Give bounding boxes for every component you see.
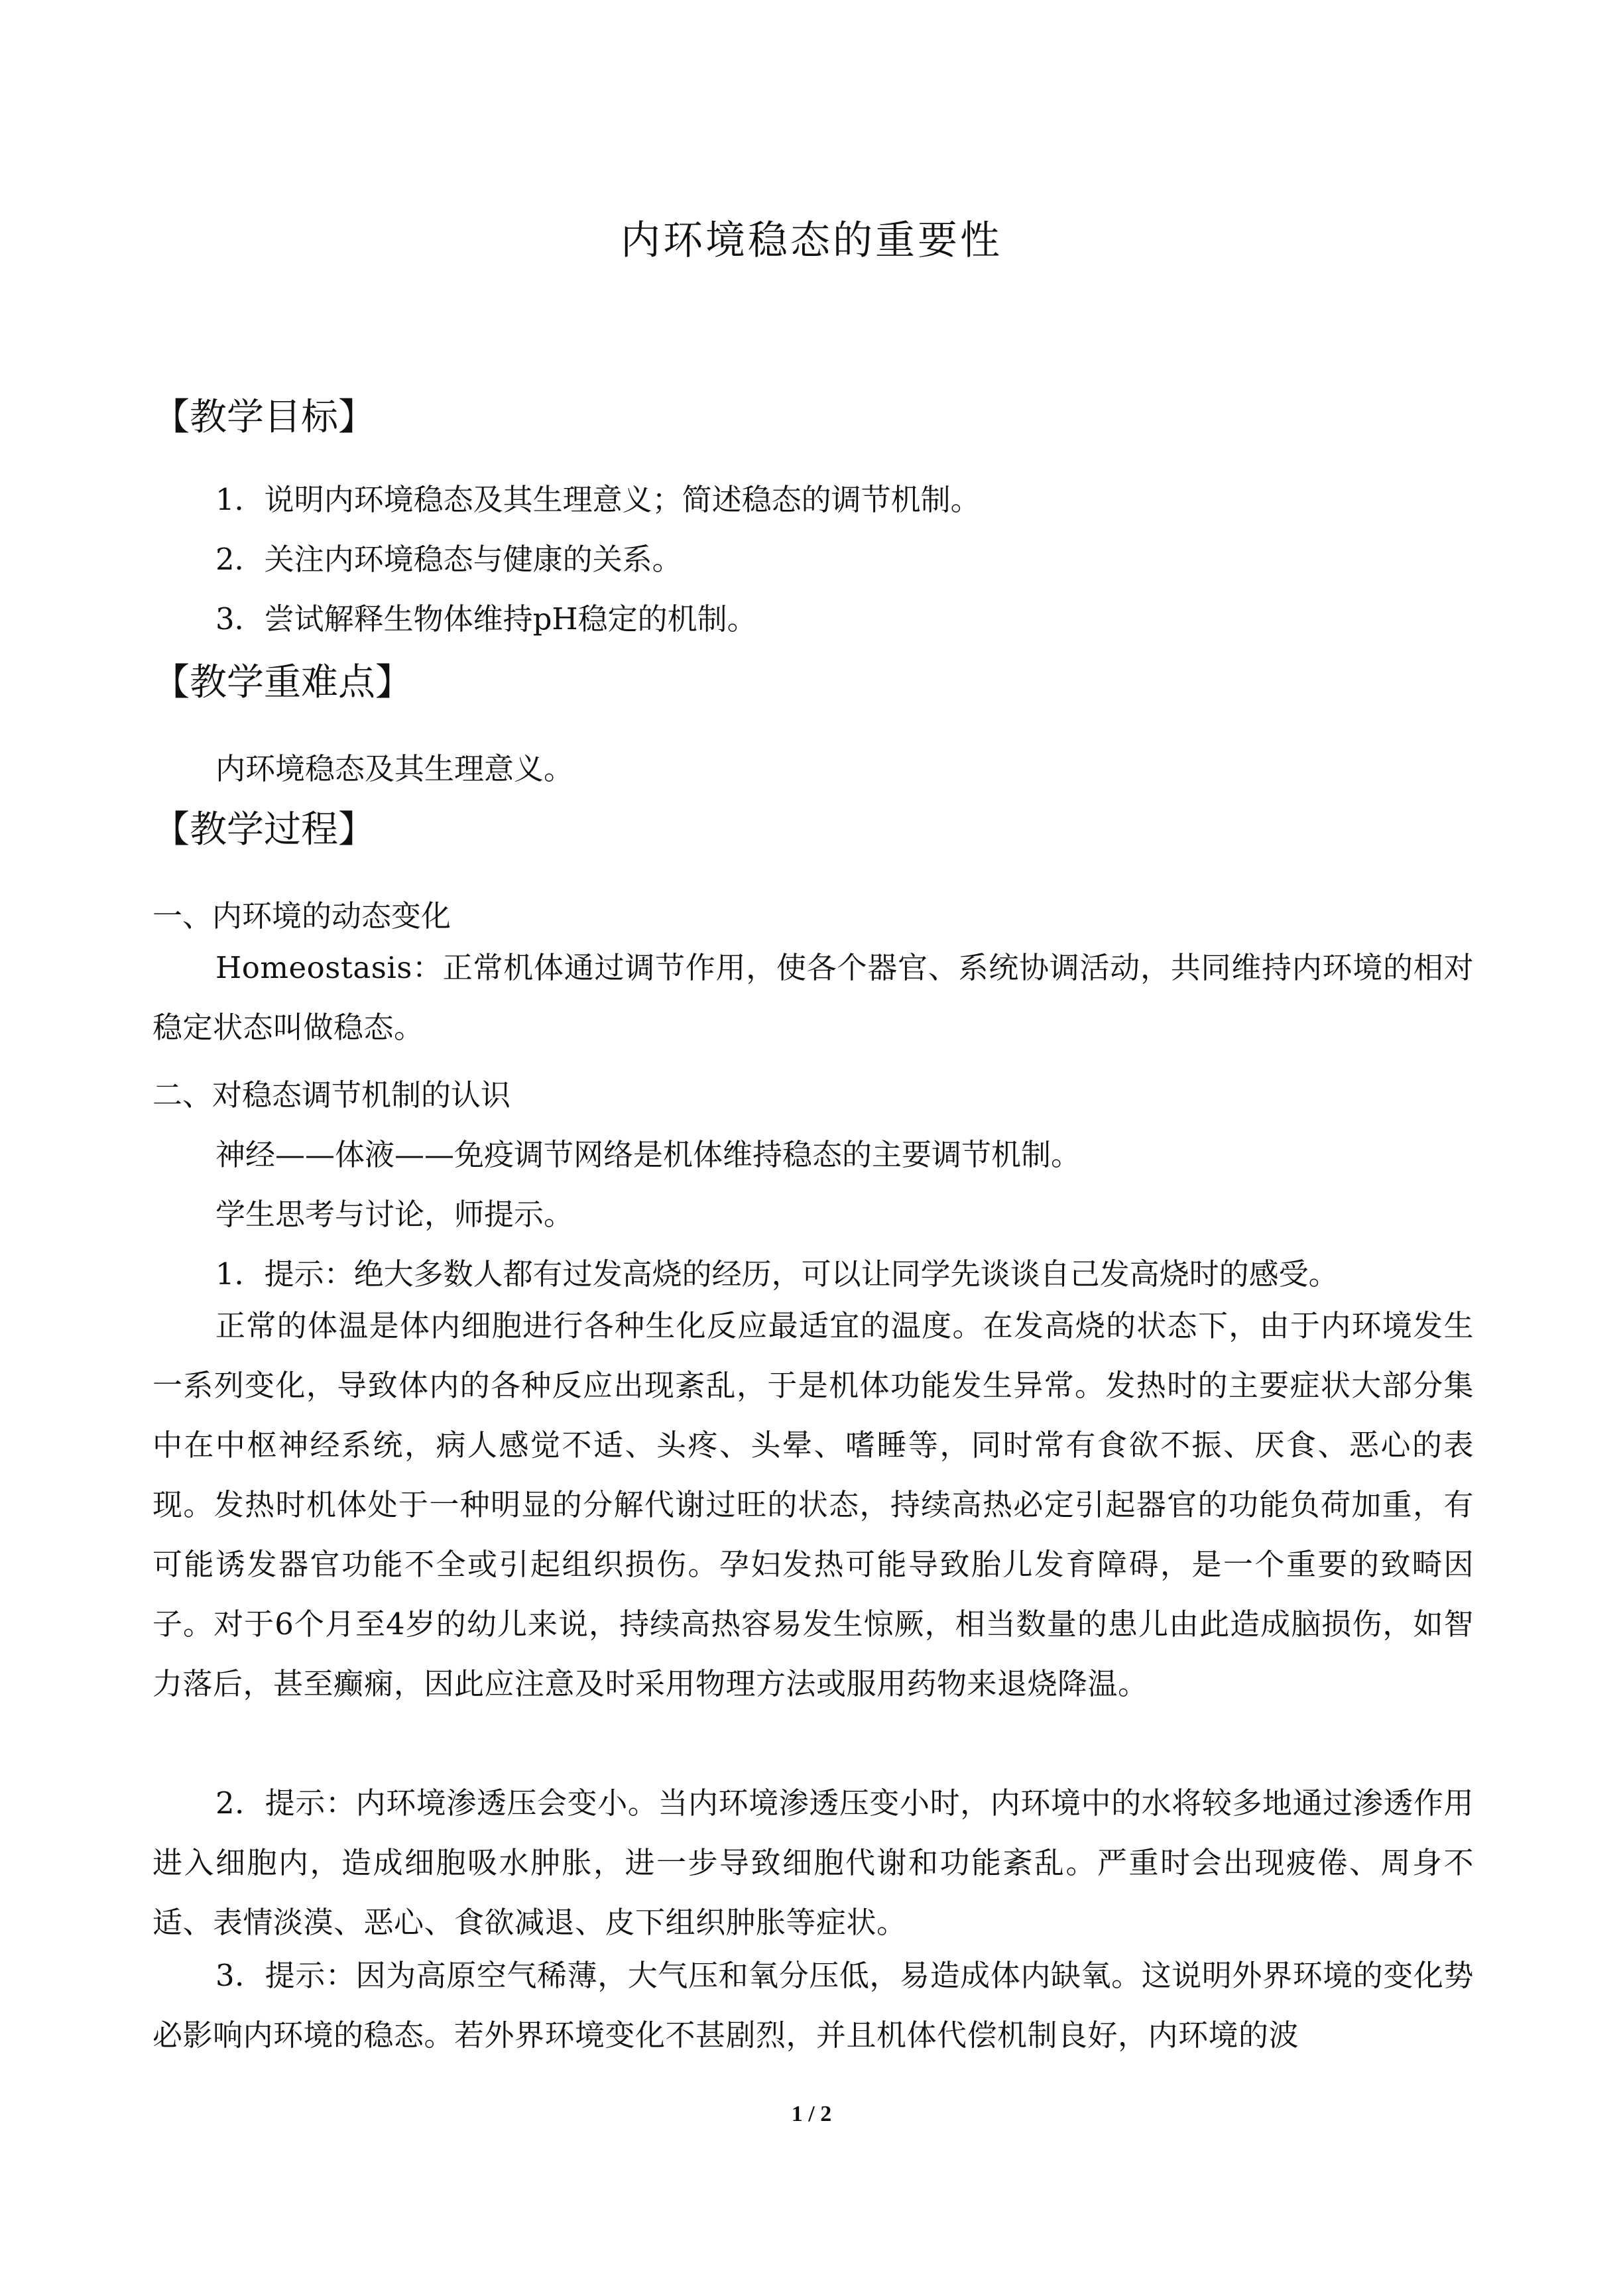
- page-title: 内环境稳态的重要性: [621, 217, 1002, 264]
- hint-1: 1．提示：绝大多数人都有过发高烧的经历，可以让同学先谈谈自己发高烧时的感受。: [215, 1256, 1339, 1292]
- part2-line-1: 神经——体液——免疫调节网络是机体维持稳态的主要调节机制。: [215, 1137, 1081, 1172]
- objective-item-3: 3．尝试解释生物体维持pH稳定的机制。: [215, 601, 757, 636]
- hint-2-paragraph: 2．提示：内环境渗透压会变小。当内环境渗透压变小时，内环境中的水将较多地通过渗透作用进入细胞内，造成细胞吸水肿胀，进一步导致细胞代谢和功能紊乱。严重时会出现疲倦、周身不适、表情淡漠、恶心、食欲减退、皮下组织肿胀等症状。: [152, 1785, 1474, 1940]
- objective-item-1: 1．说明内环境稳态及其生理意义；简述稳态的调节机制。: [215, 482, 981, 517]
- objectives-heading: 【教学目标】: [152, 396, 375, 439]
- process-heading: 【教学过程】: [152, 808, 375, 851]
- key-points-heading: 【教学重难点】: [152, 661, 412, 704]
- part1-title: 一、内环境的动态变化: [152, 898, 451, 934]
- key-points-text: 内环境稳态及其生理意义。: [215, 751, 574, 786]
- hint-3-paragraph: 3．提示：因为高原空气稀薄，大气压和氧分压低，易造成体内缺氧。这说明外界环境的变化势必影响内环境的稳态。若外界环境变化不甚剧烈，并且机体代偿机制良好，内环境的波: [152, 1958, 1474, 2053]
- page-number: 1 / 2: [791, 2102, 832, 2126]
- part2-title: 二、对稳态调节机制的认识: [152, 1077, 511, 1113]
- part2-line-2: 学生思考与讨论，师提示。: [215, 1197, 574, 1232]
- objective-item-2: 2．关注内环境稳态与健康的关系。: [215, 542, 682, 577]
- hint-1-paragraph: 正常的体温是体内细胞进行各种生化反应最适宜的温度。在发高烧的状态下，由于内环境发生一系列变化，导致体内的各种反应出现紊乱，于是机体功能发生异常。发热时的主要症状大部分集中在中枢神经系统，病人感觉不适、头疼、头晕、嗜睡等，同时常有食欲不振、厌食、恶心的表现。发热时机体处于一种明显的分解代谢过旺的状态，持续高热必定引起器官的功能负荷加重，有可能诱发器官功能不全或引起组织损伤。孕妇发热可能导致胎儿发育障碍，是一个重要的致畸因子。对于6个月至4岁的幼儿来说，持续高热容易发生惊厥，相当数量的患儿由此造成脑损伤，如智力落后，甚至癫痫，因此应注意及时采用物理方法或服用药物来退烧降温。: [152, 1308, 1474, 1701]
- part1-text: Homeostasis：正常机体通过调节作用，使各个器官、系统协调活动，共同维持内环境的相对稳定状态叫做稳态。: [152, 950, 1474, 1045]
